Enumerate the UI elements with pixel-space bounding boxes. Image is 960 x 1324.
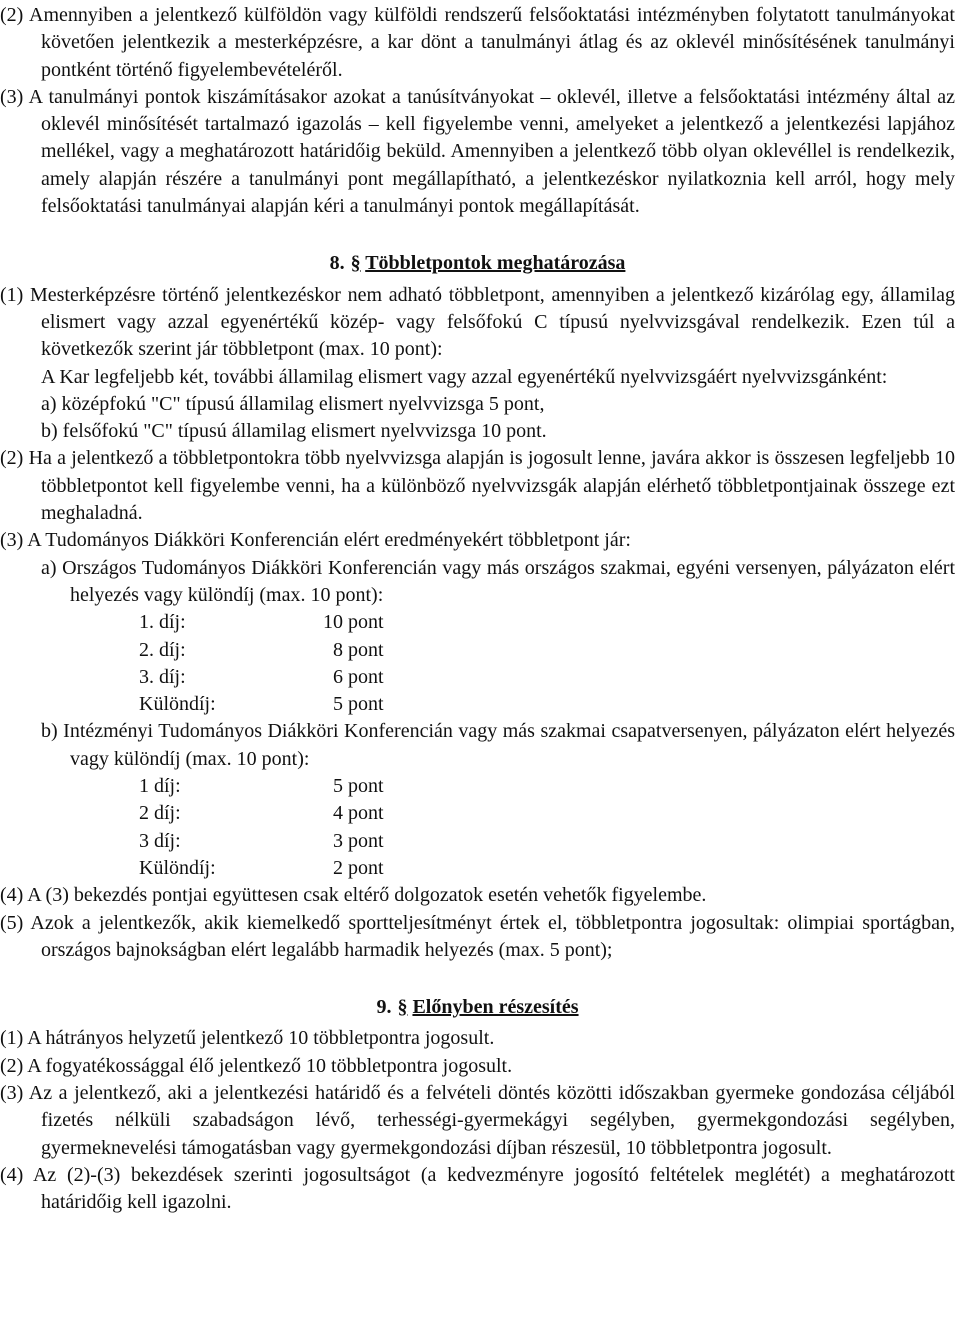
prize-value: 8 <box>333 638 343 661</box>
prize-value: 6 <box>333 665 343 688</box>
prize-label: 1 díj: <box>139 775 181 798</box>
list-item-8-1-b: b) felsőfokú "C" típusú államilag elismert nyelvvizsga 10 pont. <box>41 420 547 443</box>
prize-label: 1. díj: <box>139 611 186 634</box>
prize-unit: pont <box>348 665 384 688</box>
paragraph-8-4: (4) A (3) bekezdés pontjai együttesen csak eltérő dolgozatok esetén vehetők figyelembe. <box>0 884 707 907</box>
section-8-heading <box>0 250 955 277</box>
prize-row <box>0 855 955 882</box>
section-8-number: 8. <box>329 252 345 275</box>
prize-unit: pont <box>348 775 384 798</box>
prize-row <box>0 800 955 827</box>
paragraph-8-1-continuation: A Kar legfeljebb két, további államilag elismert vagy azzal egyenértékű nyelvvizsgáért nyelvvizsgánként: <box>41 365 888 388</box>
prize-table-b <box>0 773 955 882</box>
prize-value: 10 <box>323 611 343 634</box>
prize-row <box>0 773 955 800</box>
prize-table-a <box>0 609 955 718</box>
prize-row <box>0 609 955 636</box>
prize-unit: pont <box>348 638 384 661</box>
section-8-title: Többletpontok meghatározása <box>365 252 626 275</box>
prize-label: 2 díj: <box>139 802 181 825</box>
paragraph-8-1: (1) Mesterképzésre történő jelentkezéskor nem adható többletpont, amennyiben a jelentkező kizárólag egy, államilag elismert vagy azzal egyenértékű közép- vagy felsőfokú C típusú nyelvvizsgával rendelkezik. Ezen túl a következők szerint jár többletpont (max. 10 pont): <box>0 283 955 361</box>
section-symbol: § <box>350 252 361 275</box>
paragraph-8-3: (3) A Tudományos Diákköri Konferencián elért eredményekért többletpont jár: <box>0 529 631 552</box>
section-9-heading <box>0 994 955 1021</box>
paragraph-8-5: (5) Azok a jelentkezők, akik kiemelkedő sportteljesítményt értek el, többletpontra jogosultak: olimpiai sportágban, országos bajnokságban elért legalább harmadik helyezés (max. 5 pont); <box>0 911 955 961</box>
paragraph-8-2: (2) Ha a jelentkező a többletpontokra több nyelvvizsga alapján is jogosult lenne, javára akkor is összesen legfeljebb 10 többletpontot kell figyelembe venni, ha a különböző nyelvvizsgák alapján elérhető többletpontjainak összege ezt meghaladná. <box>0 447 955 525</box>
prize-label: Különdíj: <box>139 856 216 879</box>
prize-label: Különdíj: <box>139 693 216 716</box>
paragraph-9-2: (2) A fogyatékossággal élő jelentkező 10 többletpontra jogosult. <box>0 1054 513 1077</box>
paragraph-9-3: (3) Az a jelentkező, aki a jelentkezési határidő és a felvételi döntés közötti időszakban gyermeke gondozása céljából fizetés nélküli szabadságon lévő, terhességi-gyermekágyi segélyben, gyermekgondozási segélyben, gyermeknevelési támogatásban vagy gyermekgondozási díjban részesül, 10 többletpontra jogosult. <box>0 1081 955 1159</box>
paragraph-9-4: (4) Az (2)-(3) bekezdések szerinti jogosultságot (a kedvezményre jogosító feltételek meglétét) a meghatározott határidőig kell igazolni. <box>0 1163 955 1214</box>
section-9-number: 9. <box>376 996 392 1019</box>
document-page <box>0 2 955 1216</box>
prize-row <box>0 637 955 664</box>
section-9-title: Előnyben részesítés <box>412 996 579 1019</box>
paragraph-7-3: (3) A tanulmányi pontok kiszámításakor azokat a tanúsítványokat – oklevél, illetve a felsőoktatási intézmény által az oklevél minősítését tartalmazó igazolás – kell figyelembe venni, amelyeket a jelentkező a jelentkezési lapjához mellékel, vagy a meghatározott határidőig beküld. Amennyiben a jelentkező több olyan oklevéllel is rendelkezik, amely alapján részére a tanulmányi pont megállapítható, a jelentkezéskor nyilatkoznia kell arról, hogy mely felsőoktatási tanulmányai alapján kéri a tanulmányi pontok megállapítását. <box>0 85 955 218</box>
prize-value: 2 <box>333 856 343 879</box>
prize-row <box>0 691 955 718</box>
prize-value: 3 <box>333 829 343 852</box>
prize-label: 3. díj: <box>139 665 186 688</box>
prize-value: 5 <box>333 693 343 716</box>
prize-row <box>0 664 955 691</box>
prize-label: 3 díj: <box>139 829 181 852</box>
section-symbol: § <box>397 996 408 1019</box>
prize-unit: pont <box>348 802 384 825</box>
prize-unit: pont <box>348 611 384 634</box>
list-item-8-3-a: a) Országos Tudományos Diákköri Konferencián vagy más országos szakmai, egyéni versenyen, pályázaton elért helyezés vagy különdíj (max. 10 pont): <box>41 556 955 606</box>
prize-label: 2. díj: <box>139 638 186 661</box>
list-item-8-3-b: b) Intézményi Tudományos Diákköri Konferencián vagy más szakmai csapatversenyen, pályázaton elért helyezés vagy különdíj (max. 10 pont): <box>41 720 955 770</box>
prize-value: 5 <box>333 775 343 798</box>
prize-unit: pont <box>348 856 384 879</box>
prize-row <box>0 828 955 855</box>
paragraph-9-1: (1) A hátrányos helyzetű jelentkező 10 többletpontra jogosult. <box>0 1027 495 1050</box>
prize-unit: pont <box>348 693 384 716</box>
paragraph-7-2: (2) Amennyiben a jelentkező külföldön vagy külföldi rendszerű felsőoktatási intézményben folytatott tanulmányokat követően jelentkezik a mesterképzésre, a kar dönt a tanulmányi átlag és az oklevél minősítésének tanulmányi pontként történő figyelembevételéről. <box>0 4 955 81</box>
prize-value: 4 <box>333 802 343 825</box>
list-item-8-1-a: a) középfokú "C" típusú államilag elismert nyelvvizsga 5 pont, <box>41 392 545 415</box>
prize-unit: pont <box>348 829 384 852</box>
